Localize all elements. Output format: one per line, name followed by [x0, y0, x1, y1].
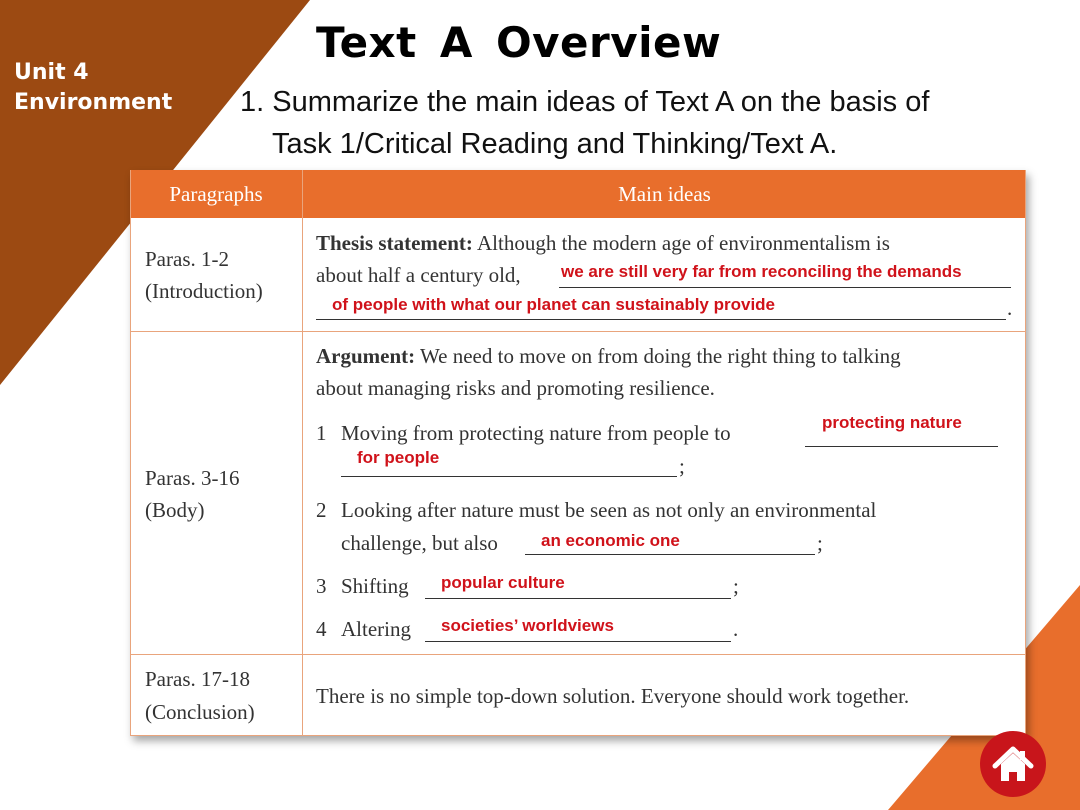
thesis-text-2: about half a century old,: [316, 263, 521, 287]
item-2-end: ;: [817, 531, 823, 555]
unit-number: Unit 4: [14, 60, 89, 85]
row-divider-1: [130, 331, 1026, 332]
conclusion-label: (Conclusion): [145, 700, 255, 724]
table-bottom-border: [130, 735, 1026, 736]
item-3-answer: popular culture: [441, 573, 565, 592]
thesis-end: .: [1007, 296, 1013, 320]
column-divider: [302, 170, 303, 736]
main-ideas-table: [130, 170, 1026, 736]
answer-thesis-2: of people with what our planet can sustainably provide: [332, 295, 776, 314]
body-paras: Paras. 3-16: [145, 466, 240, 490]
argument-text-2: about managing risks and promoting resilience.: [316, 376, 715, 400]
answer-thesis-1: we are still very far from reconciling the demands: [561, 262, 962, 281]
item-1-end: ;: [679, 454, 685, 478]
item-4-end: .: [733, 617, 739, 641]
header-paragraphs: Paragraphs: [130, 170, 302, 218]
item-2-blank: [525, 554, 815, 555]
intro-label: (Introduction): [145, 279, 263, 303]
header-main-ideas: Main ideas: [303, 170, 1026, 218]
item-3-end: ;: [733, 574, 739, 598]
unit-topic: Environment: [14, 90, 173, 115]
unit-label: [14, 58, 172, 118]
item-4-number: 4: [316, 617, 327, 641]
item-3-text: Shifting: [341, 574, 409, 598]
item-2-number: 2: [316, 498, 327, 522]
body-label: (Body): [145, 498, 205, 522]
thesis-text-1: Although the modern age of environmentalism is: [472, 231, 890, 255]
argument-line-1: [316, 344, 901, 369]
answer-blank-2: [316, 319, 1006, 320]
table-right-border: [1025, 170, 1026, 736]
conclusion-text: There is no simple top-down solution. Everyone should work together.: [316, 684, 910, 708]
argument-label: Argument:: [316, 344, 416, 368]
item-4-text: Altering: [341, 617, 411, 641]
home-button[interactable]: [980, 731, 1046, 797]
instruction-line-2: Task 1/Critical Reading and Thinking/Text A.: [272, 128, 838, 160]
item-1-number: 1: [316, 421, 327, 445]
item-1-blank-1: [805, 446, 998, 447]
item-1-answer-1: protecting nature: [822, 413, 962, 432]
item-4-blank: [425, 641, 731, 642]
instruction-line-1: 1. Summarize the main ideas of Text A on the basis of: [240, 86, 930, 118]
item-3-blank: [425, 598, 731, 599]
row-divider-2: [130, 654, 1026, 655]
home-icon: [980, 731, 1046, 797]
table-left-border: [130, 170, 131, 736]
item-4-answer: societies’ worldviews: [441, 616, 614, 635]
item-2-text-2: challenge, but also: [341, 531, 498, 555]
page-title: Text A Overview: [316, 18, 722, 67]
conclusion-paras: Paras. 17-18: [145, 667, 250, 691]
item-3-number: 3: [316, 574, 327, 598]
thesis-label: Thesis statement:: [316, 231, 473, 255]
intro-paras: Paras. 1-2: [145, 247, 229, 271]
item-1-blank-2: [341, 476, 677, 477]
item-1-text: Moving from protecting nature from people to: [341, 421, 731, 445]
item-2-text-1: Looking after nature must be seen as not only an environmental: [341, 498, 877, 522]
item-1-answer-2: for people: [357, 448, 440, 467]
argument-text-1: We need to move on from doing the right thing to talking: [415, 344, 901, 368]
thesis-line-1: [316, 231, 890, 256]
answer-blank-1: [559, 287, 1011, 288]
item-2-answer: an economic one: [541, 531, 680, 550]
